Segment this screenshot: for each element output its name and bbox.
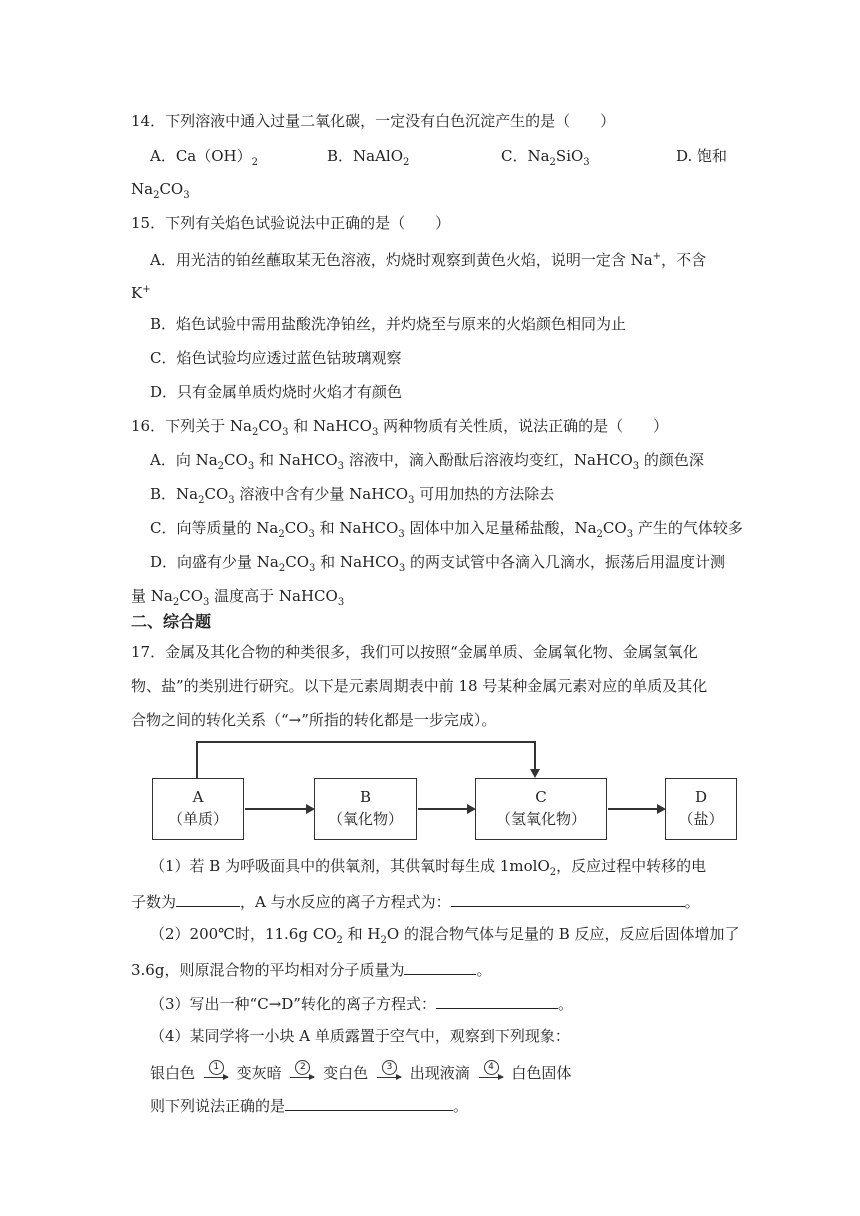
answer-blank-molar-mass[interactable]	[404, 958, 476, 975]
q17-intro-line1: 17．金属及其化合物的种类很多，我们可以按照“金属单质、金属氧化物、金属氢氧化	[131, 643, 698, 661]
q16-option-b: B．$Na_2CO_3$ 溶液中含有少量 NaHCO$_3$ 可用加热的方法除去	[150, 485, 555, 506]
q14-option-a: A．$Ca(OH)_2$	[150, 147, 259, 168]
q15-option-a: A．用光洁的铂丝蘸取某无色溶液，灼烧时观察到黄色火焰，说明一定含 Na+，不含	[150, 251, 707, 269]
q17-part4-question: 则下列说法正确的是 。	[150, 1094, 468, 1116]
q14-option-c: C．$Na_2SiO_3$	[501, 147, 590, 168]
section-title: 二、综合题	[131, 612, 212, 631]
box-d-label: （盐）	[678, 810, 724, 828]
arrow-b-c	[418, 808, 474, 810]
box-a-letter: A	[192, 788, 204, 806]
connector-arrowhead	[530, 769, 540, 778]
q17-part1-line1: （1）若 B 为呼吸面具中的供氧剂，其供氧时每生成 1molO$_2$，反应过程中转移的电	[150, 857, 707, 878]
q15-stem: 15．下列有关焰色试验说法中正确的是（ ）	[131, 214, 451, 232]
step-1-arrow-icon: 1	[204, 1060, 228, 1080]
box-b-letter: B	[359, 788, 372, 806]
box-c	[475, 778, 607, 840]
q15-option-b: B．焰色试验中需用盐酸洗净铂丝，并灼烧至与原来的火焰颜色相同为止	[150, 315, 627, 333]
q14-stem: 14．下列溶液中通入过量二氧化碳，一定没有白色沉淀产生的是（ ）	[131, 112, 616, 130]
q15-option-a-cont: K+	[131, 284, 151, 302]
q16-option-a: A．向 $Na_2CO_3$ 和 NaHCO$_3$ 溶液中，滴入酚酞后溶液均变红，NaHCO$_3$ 的颜色深	[150, 451, 704, 472]
answer-blank-c-to-d[interactable]	[436, 992, 558, 1009]
step-4-arrow-icon: 4	[479, 1060, 503, 1080]
q14-option-d: D. 饱和	[676, 147, 728, 165]
q17-part2-line2: 3.6g，则原混合物的平均相对分子质量为 。	[131, 958, 491, 980]
box-c-label: （氢氧化物）	[495, 810, 586, 828]
arrow-a-b	[245, 808, 313, 810]
connector-top	[196, 741, 536, 743]
q15-option-d: D．只有金属单质灼烧时火焰才有颜色	[150, 383, 403, 401]
box-d-letter: D	[694, 788, 708, 806]
step-2-arrow-icon: 2	[290, 1060, 314, 1080]
q14-option-d-cont: $Na_2CO_3$	[131, 180, 190, 201]
q17-part1-line2: 子数为 ，A 与水反应的离子方程式为： 。	[131, 890, 700, 912]
answer-blank-ion-equation[interactable]	[451, 890, 685, 907]
q17-part3: （3）写出一种“C→D”转化的离子方程式： 。	[150, 992, 573, 1014]
q14-option-b: B．NaAlO$_2$	[327, 147, 410, 168]
answer-blank-electrons[interactable]	[176, 890, 240, 907]
step-3-arrow-icon: 3	[377, 1060, 401, 1080]
q17-intro-line3: 合物之间的转化关系（“→”所指的转化都是一步完成）。	[131, 711, 497, 729]
q16-stem: 16．下列关于 $Na_2CO_3$ 和 NaHCO$_3$ 两种物质有关性质，说法正确的是（ ）	[131, 417, 669, 438]
q17-phenomenon-chain: 银白色 1 变灰暗 2 变白色 3 出现液滴 4 白色固体	[150, 1062, 572, 1082]
q16-option-d-cont: 量 $Na_2CO_3$ 温度高于 NaHCO$_3$	[131, 587, 345, 608]
q17-part4: （4）某同学将一小块 A 单质露置于空气中，观察到下列现象：	[150, 1027, 570, 1045]
q15-option-c: C．焰色试验均应透过蓝色钴玻璃观察	[150, 349, 402, 367]
connector-up	[196, 741, 198, 778]
answer-blank-part4[interactable]	[285, 1094, 453, 1111]
box-d	[665, 778, 737, 840]
q17-intro-line2: 物、盐”的类别进行研究。以下是元素周期表中前 18 号某种金属元素对应的单质及其化	[131, 677, 708, 695]
box-c-letter: C	[535, 788, 547, 806]
box-b-label: （氧化物）	[327, 810, 403, 828]
q17-part2-line1: （2）200℃时，11.6g $CO_2$ 和 $H_2O$ 的混合物气体与足量的 B 反应，反应后固体增加了	[150, 925, 740, 946]
q16-option-d: D．向盛有少量 $Na_2CO_3$ 和 NaHCO$_3$ 的两支试管中各滴入几滴水，振荡后用温度计测	[150, 553, 726, 574]
box-b	[314, 778, 417, 840]
box-a	[152, 778, 244, 840]
box-a-label: （单质）	[167, 810, 228, 828]
connector-down	[534, 741, 536, 770]
q16-option-c: C．向等质量的 $Na_2CO_3$ 和 NaHCO$_3$ 固体中加入足量稀盐酸，$Na_2CO_3$ 产生的气体较多	[150, 519, 743, 540]
arrow-c-d	[608, 808, 664, 810]
